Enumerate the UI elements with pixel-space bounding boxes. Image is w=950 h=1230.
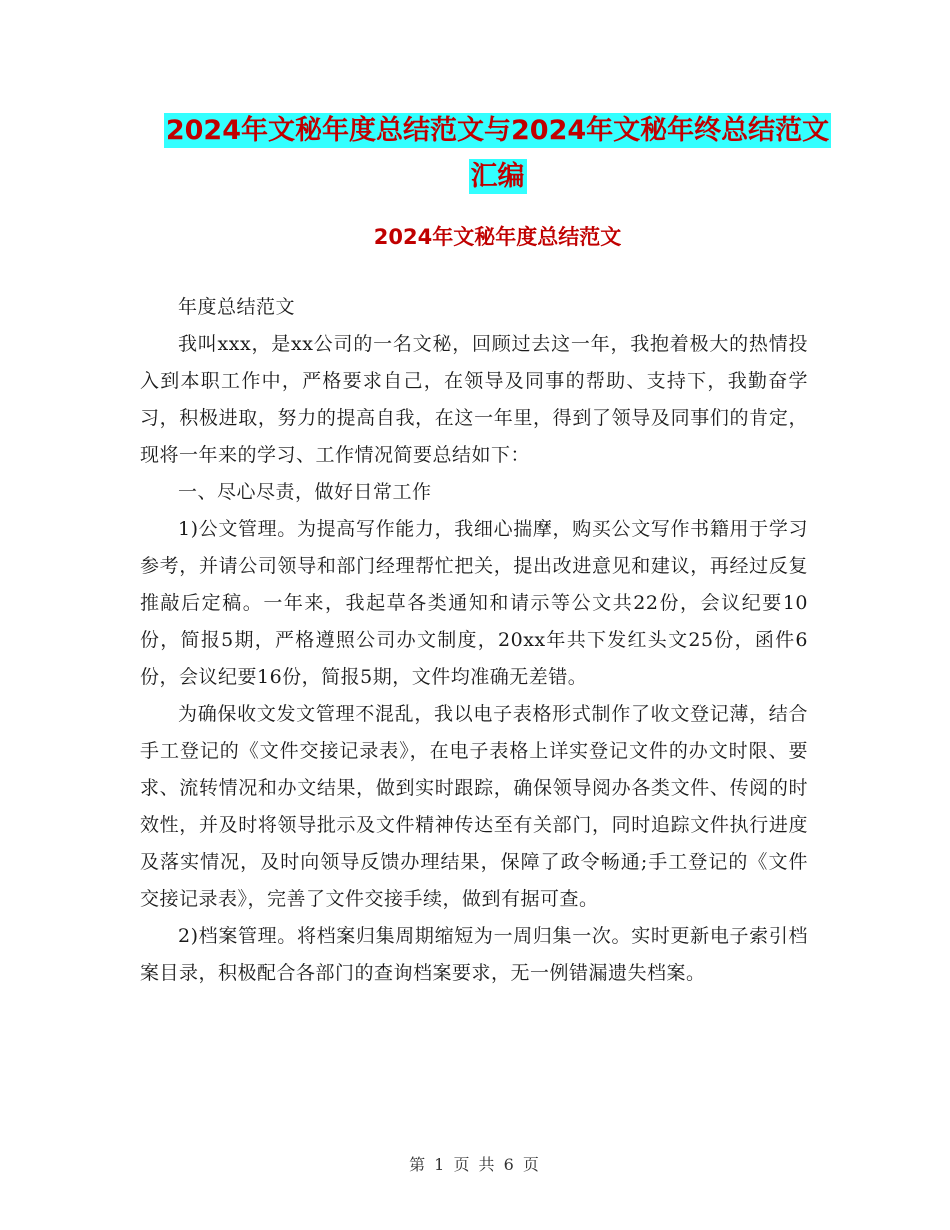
document-title-line-2: 汇编 (470, 161, 525, 192)
section-title: 2024年文秘年度总结范文 (373, 225, 622, 249)
paragraph: 为确保收文发文管理不混乱，我以电子表格形式制作了收文登记薄，结合手工登记的《文件交接记录表》，在电子表格上详实登记文件的办文时限、要求、流转情况和办文结果，做到实时跟踪，确保领导阅办各类文件、传阅的时效性，并及时将领导批示及文件精神传达至有关部门，同时追踪文件执行进度及落实情况，及时向领导反馈办理结果，保障了政令畅通;手工登记的《文件交接记录表》，完善了文件交接手续，做到有据可查。 (140, 703, 808, 910)
document-title-line-1: 2024年文秘年度总结范文与2024年文秘年终总结范文 (165, 115, 830, 146)
paragraph: 年度总结范文 (178, 296, 296, 318)
paragraph: 我叫xxx，是xx公司的一名文秘，回顾过去这一年，我抱着极大的热情投入到本职工作中，严格要求自己，在领导及同事的帮助、支持下，我勤奋学习，积极进取，努力的提高自我，在这一年里，得到了领导及同事们的肯定，现将一年来的学习、工作情况简要总结如下： (140, 333, 808, 466)
paragraph: 一、尽心尽责，做好日常工作 (178, 481, 432, 503)
document-title (140, 108, 855, 200)
document-body (140, 289, 808, 992)
paragraph: 1)公文管理。为提高写作能力，我细心揣摩，购买公文写作书籍用于学习参考，并请公司领导和部门经理帮忙把关，提出改进意见和建议，再经过反复推敲后定稿。一年来，我起草各类通知和请示等公文共22份，会议纪要10份，简报5期，严格遵照公司办文制度，20xx年共下发红头文25份，函件6份，会议纪要16份，简报5期，文件均准确无差错。 (140, 518, 808, 688)
page-footer: 第 1 页 共 6 页 (409, 1155, 541, 1174)
paragraph: 2)档案管理。将档案归集周期缩短为一周归集一次。实时更新电子索引档案目录，积极配合各部门的查询档案要求，无一例错漏遗失档案。 (140, 925, 808, 984)
